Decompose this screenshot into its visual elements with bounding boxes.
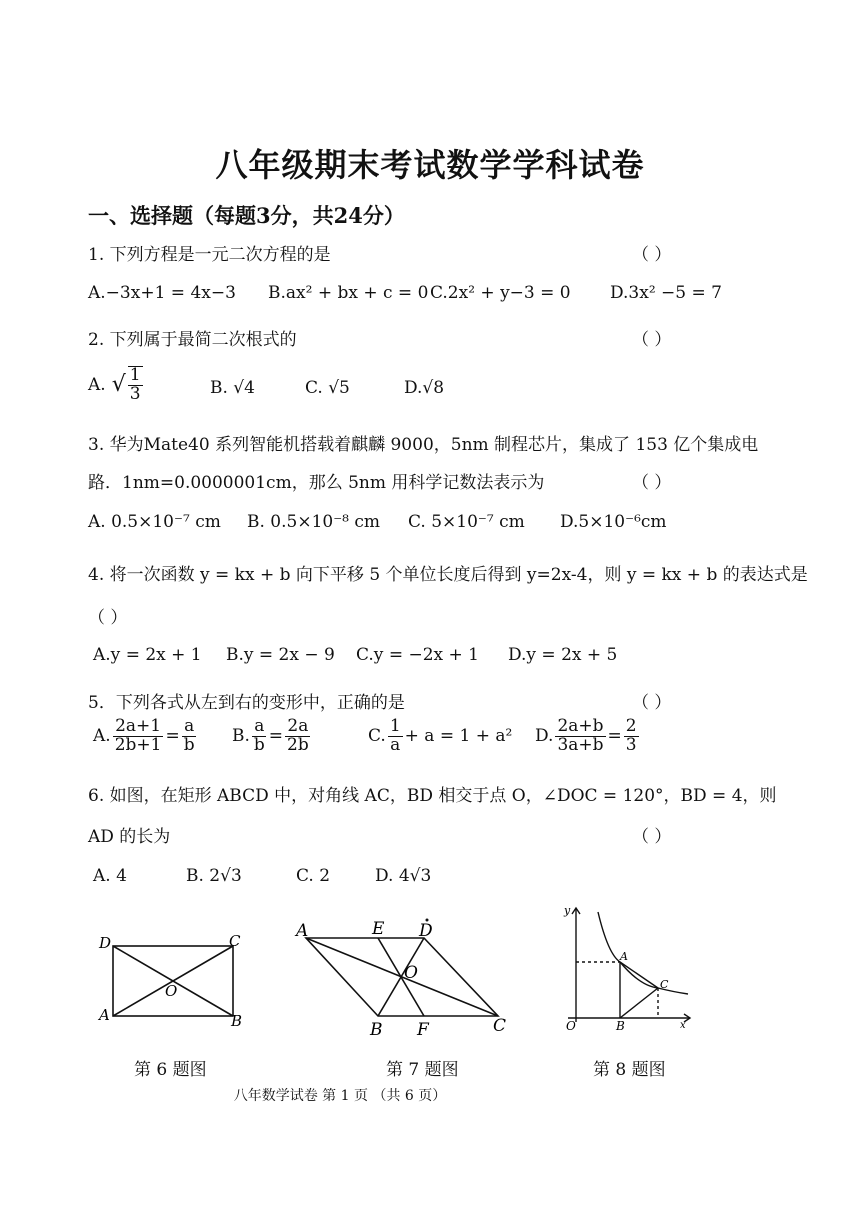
question-1-stem: 1. 下列方程是一元二次方程的是	[88, 245, 331, 265]
segment-ac	[620, 962, 658, 988]
fraction-numerator: 1	[389, 716, 401, 736]
question-4-option-d: D.y = 2x + 5	[508, 645, 618, 665]
option-c-label: C.	[368, 726, 386, 747]
expression-rest: + a = 1 + a²	[404, 726, 513, 747]
label-d: D	[99, 934, 112, 952]
label-a: A	[620, 950, 628, 963]
page-footer: 八年数学试卷 第 1 页 （共 6 页）	[233, 1088, 447, 1104]
fraction-numerator: a	[184, 716, 195, 736]
question-3-answer-blank: （ ）	[632, 473, 672, 493]
question-3-stem-line2: 路．1nm=0.0000001cm，那么 5nm 用科学记数法表示为	[88, 473, 545, 493]
question-3-option-c: C. 5×10⁻⁷ cm	[408, 512, 525, 532]
fraction-left	[388, 718, 403, 755]
fraction-numerator: 2a+b	[557, 716, 604, 736]
fraction-right	[285, 718, 311, 755]
option-b-label: B.	[232, 726, 250, 747]
label-y: y	[564, 904, 571, 917]
label-a: A	[99, 1006, 110, 1024]
question-2-option-c: C. √5	[305, 378, 350, 398]
fraction	[128, 366, 143, 404]
label-c: C	[229, 932, 241, 950]
question-6-option-c: C. 2	[296, 866, 331, 886]
question-5-stem: 5．下列各式从左到右的变形中，正确的是	[88, 693, 405, 713]
question-1-option-d: D.3x² −5 = 7	[610, 283, 722, 303]
question-6-option-a: A. 4	[93, 866, 127, 886]
paper-title: 八年级期末考试数学学科试卷	[215, 146, 645, 184]
label-o: O	[566, 1019, 576, 1033]
question-5-option-b	[232, 718, 313, 755]
question-2-option-a	[88, 366, 145, 404]
label-c: C	[660, 978, 669, 991]
figure-7-caption: 第 7 题图	[386, 1060, 459, 1080]
question-2-option-d: D.√8	[404, 378, 445, 398]
question-1-answer-blank: （ ）	[632, 245, 672, 265]
equals-sign: =	[268, 726, 284, 747]
question-1-option-c: C.2x² + y−3 = 0	[430, 283, 571, 303]
question-1-option-b: B.ax² + bx + c = 0	[268, 283, 429, 303]
question-6-option-b: B. 2√3	[186, 866, 242, 886]
figure-8-hyperbola	[560, 900, 700, 1035]
question-6-stem-line1: 6. 如图，在矩形 ABCD 中，对角线 AC，BD 相交于点 O，∠DOC = 120°，BD = 4，则	[88, 786, 777, 806]
diagonal-ac	[306, 938, 498, 1016]
fraction-numerator: 2	[625, 716, 637, 736]
question-6-answer-blank: （ ）	[632, 827, 672, 847]
question-4-option-c: C.y = −2x + 1	[356, 645, 479, 665]
equals-sign: =	[165, 726, 180, 747]
fraction-right	[624, 718, 639, 755]
question-6-stem-line2: AD 的长为	[88, 827, 171, 847]
label-b: B	[616, 1019, 625, 1033]
label-x: x	[680, 1020, 686, 1031]
segment-bc	[620, 988, 658, 1018]
section-heading-choice: 一、选择题（每题3分，共24分）	[88, 203, 405, 228]
question-5-option-a	[93, 718, 199, 755]
question-4-answer-blank: （ ）	[88, 608, 128, 628]
label-a: A	[296, 921, 309, 941]
figure-8-caption: 第 8 题图	[593, 1060, 666, 1080]
fraction-denominator: 2b	[287, 734, 309, 755]
label-b: B	[370, 1020, 383, 1040]
figure-6-caption: 第 6 题图	[134, 1060, 207, 1080]
figure-6-rectangle	[95, 928, 265, 1033]
equals-sign: =	[607, 726, 622, 747]
fraction-denominator: 3	[129, 383, 141, 404]
fraction-left	[555, 718, 605, 755]
sqrt-sign: √	[111, 372, 126, 398]
question-4-option-b: B.y = 2x − 9	[226, 645, 335, 665]
fraction-left	[252, 718, 267, 755]
fraction-denominator: b	[253, 734, 265, 755]
fraction-numerator: 2a	[287, 716, 309, 736]
fraction-numerator: 2a+1	[115, 716, 162, 736]
fraction-denominator: b	[183, 734, 195, 755]
label-f: F	[417, 1020, 429, 1040]
question-4-option-a: A.y = 2x + 1	[93, 645, 202, 665]
question-5-option-d	[535, 718, 641, 755]
fraction-numerator: a	[254, 716, 265, 736]
label-o: O	[404, 963, 418, 983]
question-5-answer-blank: （ ）	[632, 693, 672, 713]
option-a-label: A.	[88, 374, 106, 395]
fraction-denominator: 2b+1	[114, 734, 162, 755]
label-b: B	[231, 1012, 243, 1030]
fraction-denominator: 3a+b	[557, 734, 604, 755]
question-6-option-d: D. 4√3	[375, 866, 432, 886]
label-e: E	[372, 919, 385, 939]
question-3-option-a: A. 0.5×10⁻⁷ cm	[88, 512, 221, 532]
question-2-option-b: B. √4	[210, 378, 255, 398]
figure-7-parallelogram	[292, 918, 517, 1043]
question-1-option-a: A.−3x+1 = 4x−3	[88, 283, 236, 303]
label-d: D	[419, 921, 433, 941]
label-c: C	[493, 1016, 507, 1036]
question-3-option-b: B. 0.5×10⁻⁸ cm	[247, 512, 381, 532]
hyperbola-curve	[598, 912, 688, 994]
question-3-stem-line1: 3. 华为Mate40 系列智能机搭载着麒麟 9000，5nm 制程芯片，集成了 153 亿个集成电	[88, 435, 759, 455]
fraction-left	[113, 718, 164, 755]
question-5-option-c	[368, 718, 512, 755]
option-d-label: D.	[535, 726, 554, 747]
fraction-numerator: 1	[129, 365, 141, 385]
question-2-stem: 2. 下列属于最简二次根式的	[88, 330, 297, 350]
fraction-denominator: a	[390, 734, 401, 755]
question-3-option-d: D.5×10⁻⁶cm	[560, 512, 667, 532]
fraction-denominator: 3	[625, 734, 637, 755]
question-2-answer-blank: （ ）	[632, 330, 672, 350]
fraction-right	[182, 718, 197, 755]
label-o: O	[165, 982, 178, 1000]
question-4-stem: 4. 将一次函数 y = kx + b 向下平移 5 个单位长度后得到 y=2x-4，则 y = kx + b 的表达式是	[88, 565, 808, 585]
option-a-label: A.	[93, 726, 111, 747]
